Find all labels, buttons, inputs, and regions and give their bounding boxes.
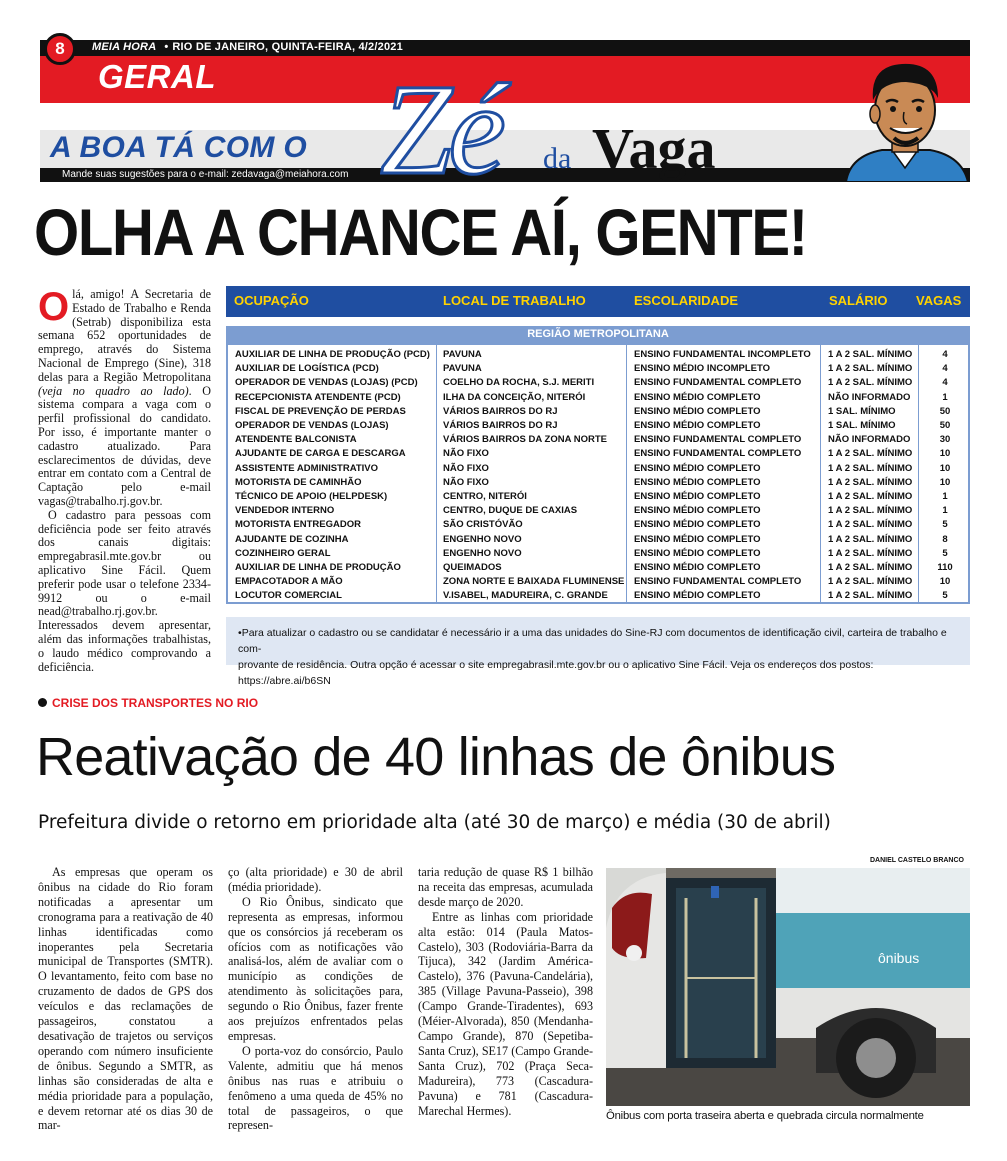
bullet-icon: [38, 698, 47, 707]
cell-escolaridade: ENSINO MÉDIO INCOMPLETO: [634, 363, 771, 375]
footnote-line-2: provante de residência. Outra opção é acessar o site empregabrasil.mte.gov.br ou o aplicativo Sine Fácil. Veja os endereços dos postos: https://abre.ai/b6SN: [238, 659, 874, 687]
intro-paragraph-2: O cadastro para pessoas com deficiência pode ser feito através dos canais digitais: empregabrasil.mte.gov.br ou aplicativo Sine Fácil. Quem preferir pode usar o telefone 2334-9912 ou o e-mail nead@trabalho.rj.gov.br. Interessados devem apresentar, além das informações trabalhistas, o laudo médico comprovando a deficiência.: [38, 507, 211, 674]
cell-salario: 1 A 2 SAL. MÍNIMO: [828, 476, 913, 488]
cell-local: ENGENHO NOVO: [443, 547, 522, 559]
cell-vagas: 1: [942, 391, 948, 403]
table-row: [228, 447, 968, 461]
cell-ocupacao: FISCAL DE PREVENÇÃO DE PERDAS: [235, 405, 406, 417]
cell-vagas: 10: [939, 462, 951, 474]
header-escolaridade: ESCOLARIDADE: [634, 293, 739, 308]
cell-salario: NÃO INFORMADO: [828, 434, 911, 446]
paper-name: MEIA HORA: [92, 41, 157, 53]
table-row: [228, 391, 968, 405]
cell-local: NÃO FIXO: [443, 476, 489, 488]
cell-escolaridade: ENSINO MÉDIO COMPLETO: [634, 505, 761, 517]
cell-vagas: 5: [942, 547, 948, 559]
cell-escolaridade: ENSINO MÉDIO COMPLETO: [634, 519, 761, 531]
cell-ocupacao: MOTORISTA DE CAMINHÃO: [235, 476, 362, 488]
cell-ocupacao: AJUDANTE DE COZINHA: [235, 533, 349, 545]
cell-vagas: 10: [939, 476, 951, 488]
cell-escolaridade: ENSINO MÉDIO COMPLETO: [634, 491, 761, 502]
cell-local: CENTRO, DUQUE DE CAXIAS: [443, 505, 578, 517]
table-row: [228, 462, 968, 476]
photo-caption: Ônibus com porta traseira aberta e quebrada circula normalmente: [606, 1110, 924, 1122]
story-column-3: [418, 865, 593, 1118]
cell-vagas: 50: [939, 405, 951, 417]
cell-salario: 1 A 2 SAL. MÍNIMO: [828, 505, 913, 517]
cell-vagas: 5: [942, 590, 948, 602]
cell-escolaridade: ENSINO MÉDIO COMPLETO: [634, 420, 761, 431]
cell-ocupacao: RECEPCIONISTA ATENDENTE (PCD): [235, 391, 401, 403]
dateline-bar: MEIA HORA • RIO DE JANEIRO, QUINTA-FEIRA, 4/2/2021: [92, 41, 403, 53]
header-local: LOCAL DE TRABALHO: [443, 293, 586, 308]
cell-vagas: 4: [942, 349, 948, 360]
cell-escolaridade: ENSINO FUNDAMENTAL COMPLETO: [634, 434, 802, 446]
story-paragraph: As empresas que operam os ônibus na cidade do Rio foram notificadas a apresentar um cronograma para a reativação de 40 linhas identificadas como inoperantes pela Secretaria municipal de Transportes (SMTR). O levantamento, feito com base no cruzamento de dados de GPS dos veículos e das reclamações de passageiros, constatou a desativação de trajetos ou serviços operando com número insuficiente de ônibus. Segundo a SMTR, as linhas são consideradas de alta e média prioridade para a população, e devem retornar até os dias 30 de mar-: [38, 865, 213, 1133]
cell-salario: 1 A 2 SAL. MÍNIMO: [828, 576, 913, 588]
cell-escolaridade: ENSINO FUNDAMENTAL COMPLETO: [634, 576, 802, 588]
footnote-line-1: •Para atualizar o cadastro ou se candidatar é necessário ir a uma das unidades do Sine-RJ com documentos de identificação civil, carteira de trabalho e com-: [238, 627, 947, 655]
cell-salario: 1 A 2 SAL. MÍNIMO: [828, 448, 913, 460]
page-number: 8: [44, 33, 76, 65]
cell-local: VÁRIOS BAIRROS DO RJ: [443, 420, 558, 431]
cell-vagas: 1: [942, 505, 948, 517]
story-kicker: CRISE DOS TRANSPORTES NO RIO: [38, 696, 258, 710]
cell-ocupacao: AJUDANTE DE CARGA E DESCARGA: [235, 448, 406, 460]
cell-escolaridade: ENSINO FUNDAMENTAL COMPLETO: [634, 377, 802, 389]
story-column-2: [228, 865, 403, 1133]
table-row: [228, 561, 968, 575]
cell-ocupacao: AUXILIAR DE LOGÍSTICA (PCD): [235, 363, 379, 375]
story-paragraph: Entre as linhas com prioridade alta estão: 014 (Paula Matos-Castelo), 303 (Rodoviária-Barra da Tijuca), 342 (Jardim América-Castelo), 376 (Pavuna-Candelária), 385 (Village Pavuna-Passeio), 398 (Campo Grande-Tiradentes), 693 (Méier-Alvorada), 850 (Mendanha-Campo Grande), 870 (Sepetiba-Santa Cruz), SE17 (Campo Grande-Santa Cruz), 702 (Praça Seca-Madureira), 773 (Cascadura-Pavuna) e 781 (Cascadura-Marechal Hermes).: [418, 909, 593, 1118]
table-row: [228, 376, 968, 390]
story-paragraph: O Rio Ônibus, sindicato que representa as empresas, informou que os consórcios já receberam os ofícios com as notificações vão analisá-los, além de avaliar com o município as condições de atendimento às solicitações para, segundo o Rio Ônibus, fazer frente aos prejuízos enfrentados pelas empresas.: [228, 894, 403, 1043]
table-row: [228, 433, 968, 447]
cell-escolaridade: ENSINO MÉDIO COMPLETO: [634, 533, 761, 545]
logo-vaga-text: Vaga: [592, 116, 716, 181]
cell-vagas: 10: [939, 576, 951, 588]
cell-local: PAVUNA: [443, 363, 482, 375]
drop-cap: O: [38, 285, 70, 329]
cell-local: VÁRIOS BAIRROS DA ZONA NORTE: [443, 434, 607, 446]
suggestions-line: Mande suas sugestões para o e-mail: zedavaga@meiahora.com: [62, 169, 349, 180]
cell-ocupacao: LOCUTOR COMERCIAL: [235, 590, 342, 602]
story-column-1: [38, 865, 213, 1133]
cell-ocupacao: MOTORISTA ENTREGADOR: [235, 519, 361, 531]
table-row: [228, 575, 968, 589]
table-row: [228, 348, 968, 362]
cell-salario: 1 A 2 SAL. MÍNIMO: [828, 547, 913, 559]
dateline: RIO DE JANEIRO, QUINTA-FEIRA, 4/2/2021: [172, 41, 403, 53]
cell-salario: 1 A 2 SAL. MÍNIMO: [828, 562, 913, 573]
cell-escolaridade: ENSINO MÉDIO COMPLETO: [634, 462, 761, 474]
cell-local: ILHA DA CONCEIÇÃO, NITERÓI: [443, 391, 586, 403]
cell-vagas: 110: [937, 562, 953, 573]
svg-text:ônibus: ônibus: [878, 950, 920, 966]
cell-local: ENGENHO NOVO: [443, 533, 522, 545]
intro-paragraph-1: Olá, amigo! A Secretaria de Estado de Trabalho e Renda (Setrab) disponibiliza esta semana 652 oportunidades de emprego, através do Sistema Nacional de Emprego (Sine), 318 delas para a Região Metropolitana (veja no quadro ao lado). O sistema compara a vaga com o perfil profissional do candidato. Por isso, é importante manter o cadastro atualizado. Para esclarecimentos de dúvidas, deve entrar em contato com a Central de Captação pelo e-mail vagas@trabalho.rj.gov.br.: [38, 285, 211, 508]
cell-vagas: 50: [939, 420, 951, 431]
cell-escolaridade: ENSINO MÉDIO COMPLETO: [634, 391, 761, 403]
cell-salario: 1 A 2 SAL. MÍNIMO: [828, 349, 913, 360]
cell-vagas: 8: [942, 533, 948, 545]
ze-da-vaga-logo: [380, 55, 760, 185]
table-footnote: [226, 617, 970, 687]
cell-escolaridade: ENSINO FUNDAMENTAL COMPLETO: [634, 448, 802, 460]
cell-ocupacao: OPERADOR DE VENDAS (LOJAS): [235, 420, 389, 431]
cell-salario: 1 A 2 SAL. MÍNIMO: [828, 491, 913, 502]
jobs-table: [226, 343, 970, 604]
cell-salario: 1 A 2 SAL. MÍNIMO: [828, 590, 913, 602]
section-title: GERAL: [98, 58, 216, 95]
table-row: [228, 490, 968, 504]
cell-ocupacao: AUXILIAR DE LINHA DE PRODUÇÃO (PCD): [235, 349, 430, 360]
cell-vagas: 30: [939, 434, 951, 446]
cell-escolaridade: ENSINO FUNDAMENTAL INCOMPLETO: [634, 349, 811, 360]
cell-vagas: 5: [942, 519, 948, 531]
cell-ocupacao: EMPACOTADOR A MÃO: [235, 576, 343, 588]
table-row: [228, 362, 968, 376]
table-row: [228, 533, 968, 547]
table-row: [228, 419, 968, 433]
header-ocupacao: OCUPAÇÃO: [234, 293, 309, 308]
table-row: [228, 547, 968, 561]
story-paragraph: ço (alta prioridade) e 30 de abril (média prioridade).: [228, 865, 403, 894]
cell-salario: 1 A 2 SAL. MÍNIMO: [828, 462, 913, 474]
cell-salario: 1 A 2 SAL. MÍNIMO: [828, 377, 913, 389]
cell-salario: NÃO INFORMADO: [828, 391, 911, 403]
story-paragraph: O porta-voz do consórcio, Paulo Valente, admitiu que há menos ônibus nas ruas e atribuiu o fenômeno a uma queda de 45% no total de passageiros, o que represen-: [228, 1043, 403, 1133]
cell-ocupacao: TÉCNICO DE APOIO (HELPDESK): [235, 491, 388, 502]
page-headline: OLHA A CHANCE AÍ, GENTE!: [34, 195, 807, 269]
cell-salario: 1 A 2 SAL. MÍNIMO: [828, 533, 913, 545]
table-row: [228, 518, 968, 532]
cell-salario: 1 A 2 SAL. MÍNIMO: [828, 363, 913, 375]
logo-da-text: da: [543, 142, 572, 175]
intro-text: [38, 285, 211, 674]
cell-ocupacao: ASSISTENTE ADMINISTRATIVO: [235, 462, 379, 474]
cell-local: QUEIMADOS: [443, 562, 502, 573]
story-headline: Reativação de 40 linhas de ônibus: [36, 727, 836, 787]
bus-photo: [606, 868, 970, 1106]
story-subhead: Prefeitura divide o retorno em prioridade alta (até 30 de março) e média (30 de abril): [38, 812, 831, 833]
table-row: [228, 405, 968, 419]
cell-vagas: 4: [942, 377, 948, 389]
cell-ocupacao: ATENDENTE BALCONISTA: [235, 434, 357, 446]
cell-ocupacao: COZINHEIRO GERAL: [235, 547, 331, 559]
cell-salario: 1 A 2 SAL. MÍNIMO: [828, 519, 913, 531]
cell-vagas: 10: [939, 448, 951, 460]
cell-local: NÃO FIXO: [443, 462, 489, 474]
table-row: [228, 476, 968, 490]
cell-local: NÃO FIXO: [443, 448, 489, 460]
story-paragraph: taria redução de quase R$ 1 bilhão na receita das empresas, acumulada desde março de 2020.: [418, 865, 593, 909]
cell-escolaridade: ENSINO MÉDIO COMPLETO: [634, 547, 761, 559]
cell-local: VÁRIOS BAIRROS DO RJ: [443, 405, 558, 417]
table-row: [228, 504, 968, 518]
photo-credit: DANIEL CASTELO BRANCO: [870, 857, 964, 864]
header-salario: SALÁRIO: [829, 293, 888, 308]
cell-vagas: 4: [942, 363, 948, 375]
cell-local: COELHO DA ROCHA, S.J. MERITI: [443, 377, 595, 389]
region-label: REGIÃO METROPOLITANA: [226, 326, 970, 343]
logo-ze-text: Zé: [380, 58, 502, 185]
cell-local: CENTRO, NITERÓI: [443, 491, 527, 502]
cell-vagas: 1: [942, 491, 948, 502]
cell-ocupacao: OPERADOR DE VENDAS (LOJAS) (PCD): [235, 377, 418, 389]
table-header: [226, 286, 970, 317]
cell-salario: 1 SAL. MÍNIMO: [828, 420, 896, 431]
cell-ocupacao: AUXILIAR DE LINHA DE PRODUÇÃO: [235, 562, 401, 573]
cell-escolaridade: ENSINO MÉDIO COMPLETO: [634, 405, 761, 417]
cell-local: ZONA NORTE E BAIXADA FLUMINENSE: [443, 576, 625, 588]
cell-local: SÃO CRISTÓVÃO: [443, 519, 523, 531]
cell-local: PAVUNA: [443, 349, 482, 360]
header-vagas: VAGAS: [916, 293, 962, 308]
cell-escolaridade: ENSINO MÉDIO COMPLETO: [634, 590, 761, 602]
cell-local: V.ISABEL, MADUREIRA, C. GRANDE: [443, 590, 608, 602]
column-prefix: A BOA TÁ COM O: [50, 131, 307, 164]
cell-ocupacao: VENDEDOR INTERNO: [235, 505, 335, 517]
cell-escolaridade: ENSINO MÉDIO COMPLETO: [634, 476, 761, 488]
cell-salario: 1 SAL. MÍNIMO: [828, 405, 896, 417]
ze-mascot-illustration: [840, 58, 970, 182]
cell-escolaridade: ENSINO MÉDIO COMPLETO: [634, 562, 761, 573]
bullet-icon: •: [238, 627, 242, 639]
table-row: [228, 589, 968, 603]
